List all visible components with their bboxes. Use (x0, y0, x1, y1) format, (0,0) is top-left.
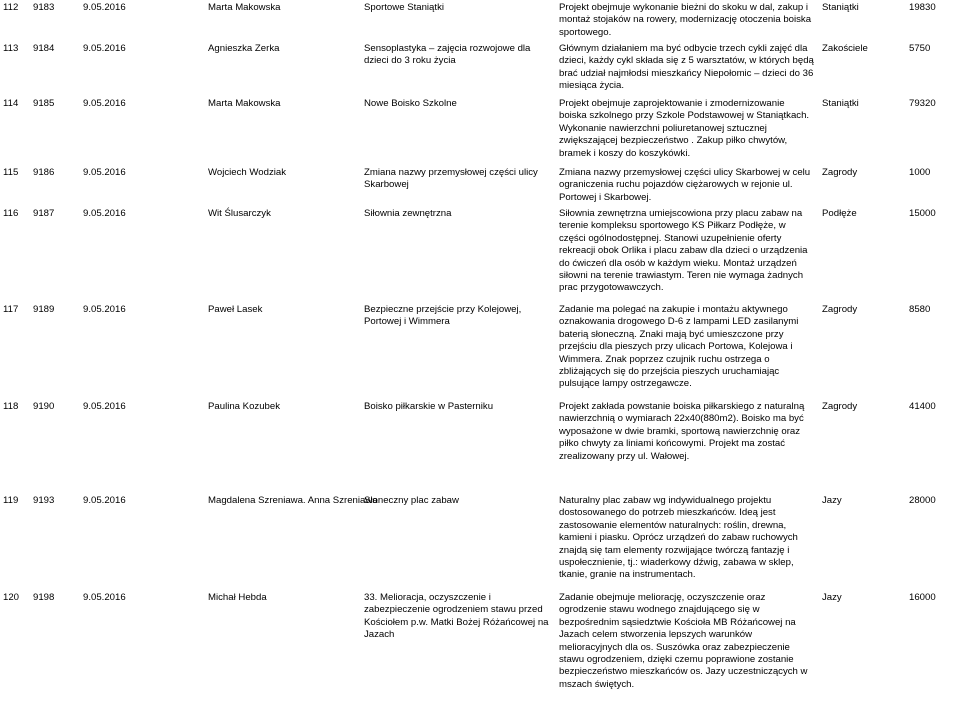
project-amount: 41400 (909, 401, 936, 412)
project-title: Sensoplastyka – zajęcia rozwojowe dla dzieci do 3 roku życia (364, 43, 534, 67)
project-location: Zagrody (822, 401, 858, 412)
project-description: Projekt obejmuje zaprojektowanie i zmodernizowanie boiska szkolnego przy Szkole Podstawowej w Staniątkach. Wykonanie nawierzchni poliuretanowej sztucznej zwiększającej bezpieczeństwo . Zakup piłko chwytów, bramek i koszy do koszykówki. (559, 98, 812, 159)
author-name: Marta Makowska (208, 2, 281, 13)
project-location: Zagrody (822, 167, 858, 178)
project-title: Słoneczny plac zabaw (364, 495, 459, 506)
row-number: 118 (3, 401, 19, 412)
row-number: 113 (3, 43, 19, 54)
project-title: Sportowe Staniątki (364, 2, 444, 13)
author-name: Wit Ślusarczyk (208, 208, 271, 219)
project-id: 9193 (33, 495, 55, 506)
project-location: Staniątki (822, 2, 859, 13)
row-number: 119 (3, 495, 19, 506)
project-description: Zmiana nazwy przemysłowej części ulicy Skarbowej w celu ograniczenia ruchu pojazdów ciężarowych w rejonie ul. Portowej i Skarbowej. (559, 167, 813, 203)
project-id: 9198 (33, 592, 55, 603)
project-location: Podłęże (822, 208, 857, 219)
project-amount: 1000 (909, 167, 931, 178)
project-title: Bezpieczne przejście przy Kolejowej, Portowej i Wimmera (364, 304, 524, 328)
project-description: Zadanie obejmuje meliorację, oczyszczenie oraz ogrodzenie stawu wodnego znajdującego się w bezpośrednim sąsiedztwie Kościoła MB Różańcowej na Jazach celem stworzenia lepszych warunków melioracyjnych dla os. Suszówka oraz zabezpieczenie stawu ogrodzeniem, dzięki czemu poprawione zostanie bezpieczeństwo mieszkańców os. Jazy uczestniczących w mszach świętych. (559, 592, 811, 690)
project-description: Zadanie ma polegać na zakupie i montażu aktywnego oznakowania drogowego D-6 z lampami LED zasilanymi baterią słoneczną. Znaki mają być umieszczone przy przejściu dla pieszych przy ulicach Portowa, Kolejowa i Wimmera. Znak poprzez czujnik ruchu ostrzega o zbliżających się do przejścia pieszych uruchamiając pulsujące lampy ostrzegawcze. (559, 304, 802, 390)
row-number: 112 (3, 2, 19, 13)
project-id: 9185 (33, 98, 55, 109)
project-location: Jazy (822, 495, 842, 506)
project-title: Zmiana nazwy przemysłowej części ulicy Skarbowej (364, 167, 541, 191)
row-number: 120 (3, 592, 20, 603)
row-number: 115 (3, 167, 19, 178)
submission-date: 9.05.2016 (83, 592, 126, 603)
project-amount: 19830 (909, 2, 936, 13)
project-amount: 15000 (909, 208, 936, 219)
submission-date: 9.05.2016 (83, 2, 126, 13)
project-location: Zagrody (822, 304, 858, 315)
submission-date: 9.05.2016 (83, 401, 126, 412)
author-name: Marta Makowska (208, 98, 281, 109)
project-description: Projekt zakłada powstanie boiska piłkarskiego z naturalną nawierzchnią o wymiarach 22x40(880m2). Boisko ma być wyposażone w dwie bramki, sportową nawierzchnię oraz piłko chwyty za liniami końcowymi. Projekt ma zostać zrealizowany przy ul. Wałowej. (559, 401, 807, 462)
submission-date: 9.05.2016 (83, 304, 126, 315)
submission-date: 9.05.2016 (83, 208, 126, 219)
project-id: 9186 (33, 167, 55, 178)
author-name: Michał Hebda (208, 592, 267, 603)
project-title: Nowe Boisko Szkolne (364, 98, 457, 109)
project-amount: 5750 (909, 43, 931, 54)
submission-date: 9.05.2016 (83, 167, 126, 178)
project-amount: 79320 (909, 98, 936, 109)
project-location: Staniątki (822, 98, 859, 109)
project-description: Siłownia zewnętrzna umiejscowiona przy placu zabaw na terenie kompleksu sportowego KS Piłkarz Podłęże, w części ogólnodostępnej. Stanowi uzupełnienie oferty rekreacji obok Orlika i placu zabaw dla dzieci o urządzenia do ćwiczeń dla osób w każdym wieku. Montaż urządzeń siłowni na terenie trawiastym. Teren nie wymaga żadnych prac przygotowawczych. (559, 208, 811, 294)
project-id: 9189 (33, 304, 55, 315)
submission-date: 9.05.2016 (83, 98, 126, 109)
project-amount: 8580 (909, 304, 931, 315)
row-number: 116 (3, 208, 19, 219)
project-title: Boisko piłkarskie w Pasterniku (364, 401, 494, 412)
project-title: Siłownia zewnętrzna (364, 208, 452, 219)
submission-date: 9.05.2016 (83, 495, 126, 506)
project-id: 9183 (33, 2, 55, 13)
author-name: Paulina Kozubek (208, 401, 281, 412)
project-description: Głównym działaniem ma być odbycie trzech cykli zajęć dla dzieci, każdy cykl składa się z 5 warsztatów, w których będą brać udział najmłodsi mieszkańcy Niepołomic – dzieci do 36 miesiąca życia. (559, 43, 817, 92)
project-location: Zakościele (822, 43, 868, 54)
project-description: Naturalny plac zabaw wg indywidualnego projektu dostosowanego do potrzeb mieszkańców. Ideą jest zastosowanie elementów naturalnych: roślin, drewna, kamieni i piasku. Oprócz urządzeń do zabaw ruchowych znajdą się tam elementy rozwijające twórczą fantazję i uspołecznienie, tj.: wiaderkowy dźwig, zabawa w sklep, tkanie, granie na instrumentach. (559, 495, 801, 581)
author-name: Agnieszka Zerka (208, 43, 280, 54)
project-id: 9190 (33, 401, 55, 412)
project-id: 9187 (33, 208, 55, 219)
author-name: Magdalena Szreniawa. Anna Szreniawa (208, 495, 378, 506)
author-name: Wojciech Wodziak (208, 167, 287, 178)
project-amount: 28000 (909, 495, 936, 506)
author-name: Paweł Lasek (208, 304, 263, 315)
project-description: Projekt obejmuje wykonanie bieżni do skoku w dal, zakup i montaż stojaków na rowery, modernizację otoczenia boiska sportowego. (559, 2, 814, 38)
submission-date: 9.05.2016 (83, 43, 126, 54)
project-location: Jazy (822, 592, 842, 603)
project-title: 33. Melioracja, oczyszczenie i zabezpieczenie ogrodzeniem stawu przed Kościołem p.w. Matki Bożej Różańcowej na Jazach (364, 592, 552, 641)
project-id: 9184 (33, 43, 55, 54)
project-amount: 16000 (909, 592, 936, 603)
row-number: 117 (3, 304, 19, 315)
row-number: 114 (3, 98, 19, 109)
